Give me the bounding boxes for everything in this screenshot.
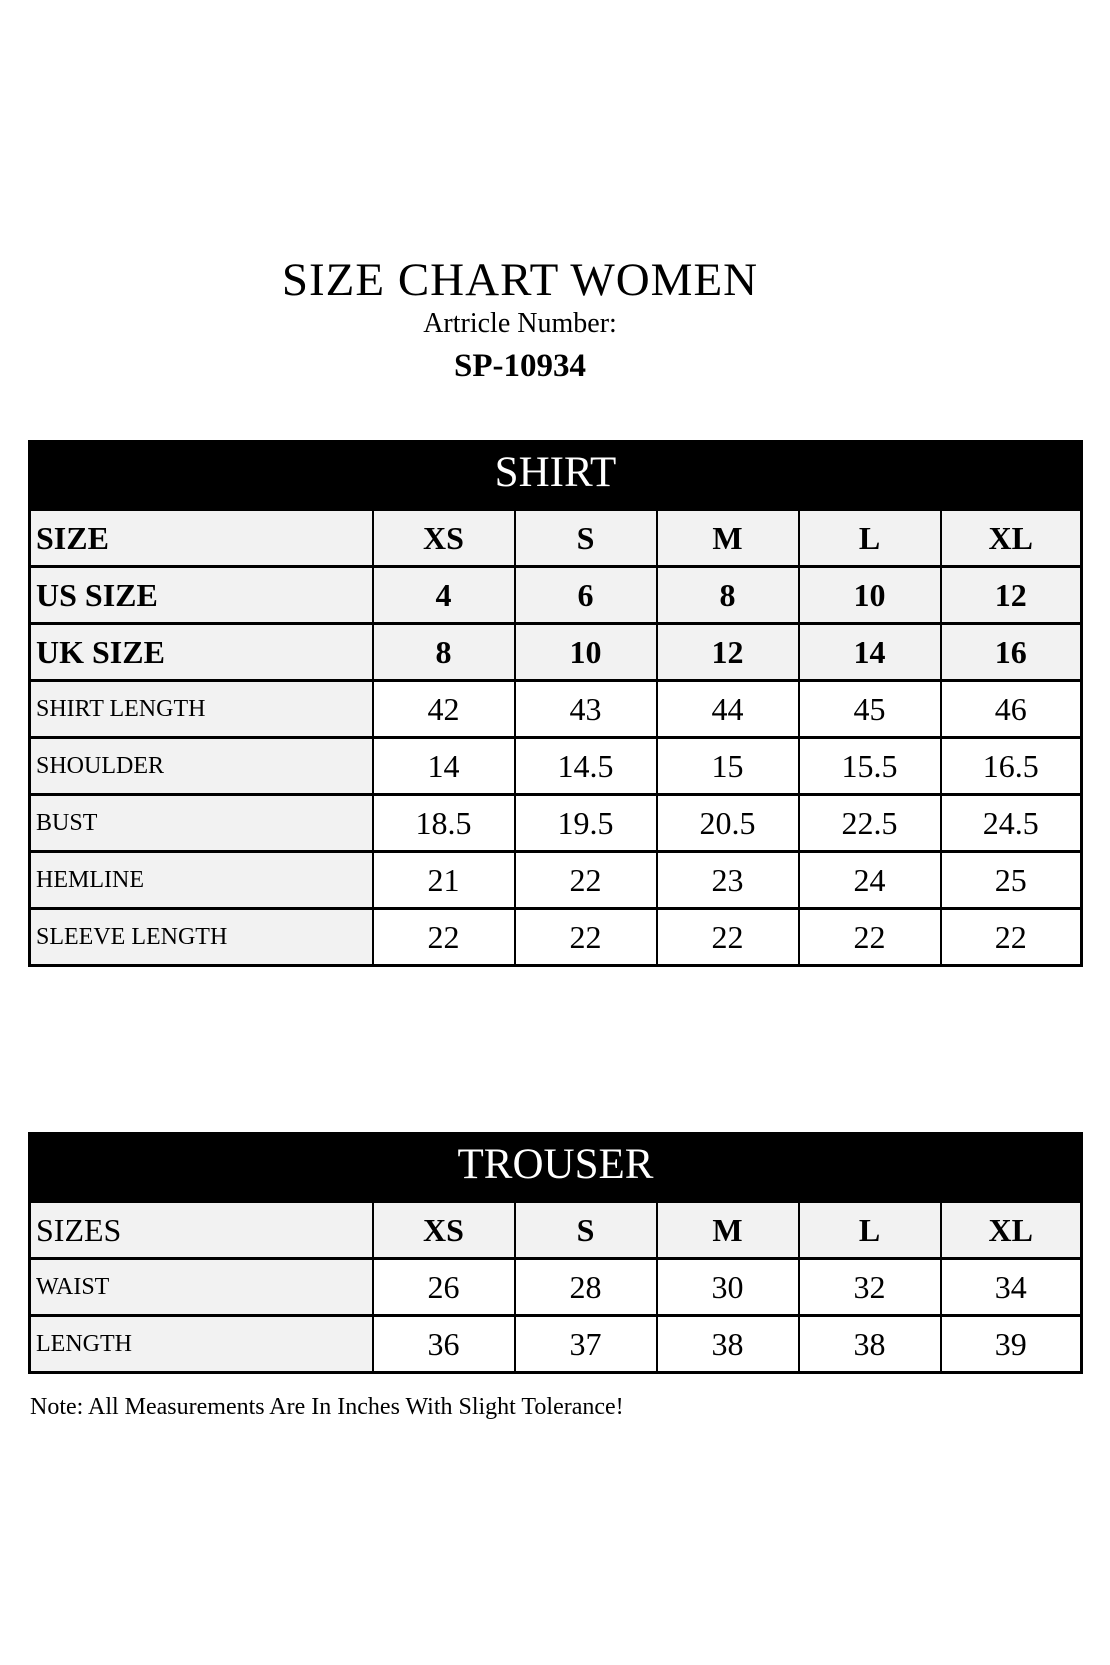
value-cell: 14.5 — [515, 738, 657, 795]
value-cell: 22 — [515, 852, 657, 909]
value-cell: 10 — [515, 624, 657, 681]
value-cell: 43 — [515, 681, 657, 738]
value-cell: 4 — [373, 567, 515, 624]
value-cell: 14 — [373, 738, 515, 795]
value-cell: 15 — [657, 738, 799, 795]
value-cell: L — [799, 510, 941, 567]
value-cell: 28 — [515, 1259, 657, 1316]
table-row — [30, 795, 1082, 852]
value-cell: 6 — [515, 567, 657, 624]
value-cell: 32 — [799, 1259, 941, 1316]
value-cell: 38 — [799, 1316, 941, 1373]
value-cell: 34 — [941, 1259, 1082, 1316]
table-row — [30, 738, 1082, 795]
row-label: SHOULDER — [30, 738, 373, 795]
row-label: SHIRT LENGTH — [30, 681, 373, 738]
value-cell: 44 — [657, 681, 799, 738]
value-cell: S — [515, 1202, 657, 1259]
value-cell: 25 — [941, 852, 1082, 909]
shirt-size-table — [28, 440, 1083, 967]
value-cell: 20.5 — [657, 795, 799, 852]
value-cell: 12 — [941, 567, 1082, 624]
value-cell: 30 — [657, 1259, 799, 1316]
measurement-note: Note: All Measurements Are In Inches With Slight Tolerance! — [30, 1394, 624, 1420]
value-cell: 22 — [373, 909, 515, 966]
value-cell: 36 — [373, 1316, 515, 1373]
trouser-size-table — [28, 1132, 1083, 1374]
table-row — [30, 624, 1082, 681]
value-cell: 23 — [657, 852, 799, 909]
value-cell: 24 — [799, 852, 941, 909]
value-cell: 19.5 — [515, 795, 657, 852]
value-cell: 37 — [515, 1316, 657, 1373]
value-cell: 8 — [373, 624, 515, 681]
row-label: HEMLINE — [30, 852, 373, 909]
row-label: SLEEVE LENGTH — [30, 909, 373, 966]
value-cell: 22 — [799, 909, 941, 966]
table-row — [30, 681, 1082, 738]
value-cell: 45 — [799, 681, 941, 738]
value-cell: 14 — [799, 624, 941, 681]
value-cell: 10 — [799, 567, 941, 624]
value-cell: 12 — [657, 624, 799, 681]
value-cell: M — [657, 1202, 799, 1259]
value-cell: 39 — [941, 1316, 1082, 1373]
table-row — [30, 510, 1082, 567]
value-cell: 22 — [657, 909, 799, 966]
table-row — [30, 909, 1082, 966]
value-cell: XL — [941, 1202, 1082, 1259]
trouser-table-caption: TROUSER — [28, 1132, 1083, 1200]
value-cell: S — [515, 510, 657, 567]
value-cell: 22 — [515, 909, 657, 966]
value-cell: 46 — [941, 681, 1082, 738]
row-label: LENGTH — [30, 1316, 373, 1373]
table-row — [30, 567, 1082, 624]
value-cell: 22.5 — [799, 795, 941, 852]
row-label: SIZE — [30, 510, 373, 567]
value-cell: 18.5 — [373, 795, 515, 852]
value-cell: L — [799, 1202, 941, 1259]
table-row — [30, 1259, 1082, 1316]
value-cell: 24.5 — [941, 795, 1082, 852]
row-label: WAIST — [30, 1259, 373, 1316]
value-cell: 38 — [657, 1316, 799, 1373]
article-number-label: Artricle Number: — [423, 308, 617, 339]
table-row — [30, 1202, 1082, 1259]
value-cell: 26 — [373, 1259, 515, 1316]
row-label: US SIZE — [30, 567, 373, 624]
value-cell: M — [657, 510, 799, 567]
article-number-value: SP-10934 — [454, 348, 586, 384]
value-cell: XL — [941, 510, 1082, 567]
value-cell: XS — [373, 1202, 515, 1259]
value-cell: XS — [373, 510, 515, 567]
shirt-table-caption: SHIRT — [28, 440, 1083, 508]
row-label: UK SIZE — [30, 624, 373, 681]
row-label: BUST — [30, 795, 373, 852]
table-row — [30, 1316, 1082, 1373]
value-cell: 21 — [373, 852, 515, 909]
value-cell: 15.5 — [799, 738, 941, 795]
value-cell: 42 — [373, 681, 515, 738]
value-cell: 8 — [657, 567, 799, 624]
table-row — [30, 852, 1082, 909]
row-label: SIZES — [30, 1202, 373, 1259]
value-cell: 16.5 — [941, 738, 1082, 795]
value-cell: 16 — [941, 624, 1082, 681]
value-cell: 22 — [941, 909, 1082, 966]
page-title: SIZE CHART WOMEN — [281, 254, 759, 307]
